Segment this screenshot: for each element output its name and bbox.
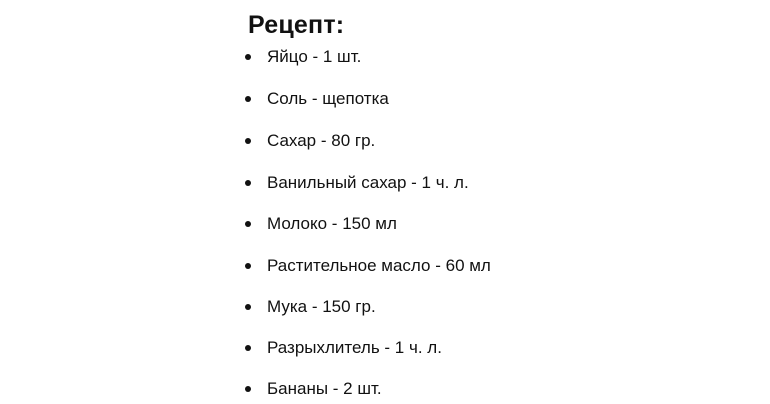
recipe-title: Рецепт: — [248, 11, 345, 39]
list-item — [245, 87, 389, 111]
ingredient-text: Молоко - 150 мл — [267, 214, 397, 233]
bullet-icon — [245, 138, 251, 144]
bullet-icon — [245, 263, 251, 269]
list-item — [245, 45, 361, 69]
list-item — [245, 377, 382, 401]
ingredient-text: Мука - 150 гр. — [267, 297, 376, 316]
ingredient-text: Сахар - 80 гр. — [267, 131, 376, 150]
bullet-icon — [245, 96, 251, 102]
bullet-icon — [245, 221, 251, 227]
bullet-icon — [245, 345, 251, 351]
list-item — [245, 254, 491, 278]
list-item — [245, 171, 469, 195]
ingredient-text: Бананы - 2 шт. — [267, 379, 382, 398]
ingredient-text: Соль - щепотка — [267, 89, 389, 108]
ingredient-text: Разрыхлитель - 1 ч. л. — [267, 338, 442, 357]
ingredient-text: Ванильный сахар - 1 ч. л. — [267, 173, 469, 192]
list-item — [245, 212, 397, 236]
list-item — [245, 129, 375, 153]
bullet-icon — [245, 54, 251, 60]
bullet-icon — [245, 386, 251, 392]
bullet-icon — [245, 304, 251, 310]
ingredient-text: Яйцо - 1 шт. — [267, 47, 362, 66]
list-item — [245, 336, 442, 360]
bullet-icon — [245, 180, 251, 186]
list-item — [245, 295, 376, 319]
ingredient-text: Растительное масло - 60 мл — [267, 256, 491, 275]
